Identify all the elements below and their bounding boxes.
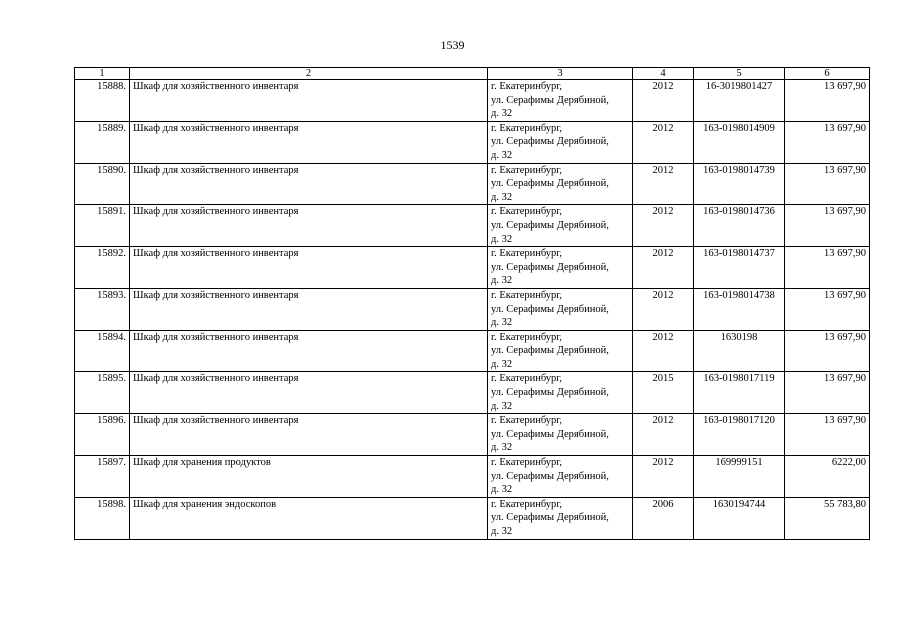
row-number: 15891. — [75, 205, 130, 247]
item-name: Шкаф для хранения продуктов — [130, 456, 488, 498]
item-year: 2012 — [633, 80, 694, 122]
address-line: д. 32 — [491, 149, 513, 161]
table-row — [75, 163, 870, 205]
item-name: Шкаф для хранения эндоскопов — [130, 497, 488, 539]
row-number: 15895. — [75, 372, 130, 414]
inventory-number: 163-0198017119 — [694, 372, 785, 414]
table-row — [75, 288, 870, 330]
address-line: г. Екатеринбург, — [491, 81, 563, 92]
item-address — [488, 247, 633, 289]
row-number: 15897. — [75, 456, 130, 498]
item-year: 2015 — [633, 372, 694, 414]
address-line: г. Екатеринбург, — [491, 457, 563, 469]
address-line: ул. Серафимы Дерябиной, — [491, 303, 609, 315]
address-line: ул. Серафимы Дерябиной, — [491, 136, 609, 148]
table-row — [75, 497, 870, 539]
inventory-number: 163-0198017120 — [694, 414, 785, 456]
address-line: д. 32 — [491, 358, 513, 370]
inventory-number: 163-0198014736 — [694, 205, 785, 247]
item-cost: 55 783,80 — [785, 497, 870, 539]
item-cost: 13 697,90 — [785, 163, 870, 205]
table-row — [75, 330, 870, 372]
item-name: Шкаф для хозяйственного инвентаря — [130, 414, 488, 456]
table-row — [75, 456, 870, 498]
item-year: 2012 — [633, 205, 694, 247]
address-line: ул. Серафимы Дерябиной, — [491, 178, 609, 190]
address-line: г. Екатеринбург, — [491, 206, 563, 218]
inventory-number: 163-0198014738 — [694, 288, 785, 330]
address-line: д. 32 — [491, 400, 513, 412]
item-address — [488, 288, 633, 330]
address-line: д. 32 — [491, 484, 513, 496]
address-line: ул. Серафимы Дерябиной, — [491, 428, 609, 440]
inventory-number: 169999151 — [694, 456, 785, 498]
item-address — [488, 121, 633, 163]
item-address — [488, 80, 633, 122]
inventory-number: 163-0198014909 — [694, 121, 785, 163]
table-body — [75, 80, 870, 540]
item-address — [488, 163, 633, 205]
row-number: 15888. — [75, 80, 130, 122]
item-cost: 13 697,90 — [785, 80, 870, 122]
row-number: 15893. — [75, 288, 130, 330]
item-cost: 13 697,90 — [785, 414, 870, 456]
inventory-number: 1630194744 — [694, 497, 785, 539]
address-line: ул. Серафимы Дерябиной, — [491, 470, 609, 482]
address-line: д. 32 — [491, 442, 513, 454]
item-name: Шкаф для хозяйственного инвентаря — [130, 163, 488, 205]
address-line: г. Екатеринбург, — [491, 331, 563, 343]
item-year: 2012 — [633, 163, 694, 205]
item-name: Шкаф для хозяйственного инвентаря — [130, 121, 488, 163]
address-line: г. Екатеринбург, — [491, 122, 563, 134]
item-address — [488, 456, 633, 498]
item-year: 2012 — [633, 414, 694, 456]
table-header-row — [75, 68, 870, 80]
address-line: ул. Серафимы Дерябиной, — [491, 94, 609, 106]
item-cost: 13 697,90 — [785, 247, 870, 289]
row-number: 15892. — [75, 247, 130, 289]
item-year: 2012 — [633, 288, 694, 330]
inventory-number: 163-0198014739 — [694, 163, 785, 205]
item-year: 2012 — [633, 330, 694, 372]
item-name: Шкаф для хозяйственного инвентаря — [130, 288, 488, 330]
address-line: д. 32 — [491, 233, 513, 245]
table-row — [75, 205, 870, 247]
address-line: г. Екатеринбург, — [491, 248, 563, 260]
address-line: г. Екатеринбург, — [491, 164, 563, 176]
column-header-3: 3 — [488, 68, 633, 80]
address-line: д. 32 — [491, 108, 513, 120]
item-address — [488, 497, 633, 539]
item-cost: 13 697,90 — [785, 288, 870, 330]
address-line: ул. Серафимы Дерябиной, — [491, 512, 609, 524]
item-address — [488, 414, 633, 456]
item-name: Шкаф для хозяйственного инвентаря — [130, 80, 488, 122]
table-row — [75, 372, 870, 414]
address-line: г. Екатеринбург, — [491, 498, 563, 510]
table-row — [75, 247, 870, 289]
column-header-4: 4 — [633, 68, 694, 80]
item-cost: 13 697,90 — [785, 205, 870, 247]
column-header-6: 6 — [785, 68, 870, 80]
item-address — [488, 330, 633, 372]
address-line: ул. Серафимы Дерябиной, — [491, 219, 609, 231]
item-name: Шкаф для хозяйственного инвентаря — [130, 372, 488, 414]
page-number: 1539 — [440, 38, 465, 52]
item-cost: 13 697,90 — [785, 372, 870, 414]
address-line: д. 32 — [491, 526, 513, 537]
row-number: 15889. — [75, 121, 130, 163]
item-name: Шкаф для хозяйственного инвентаря — [130, 205, 488, 247]
inventory-number: 1630198 — [694, 330, 785, 372]
address-line: ул. Серафимы Дерябиной, — [491, 345, 609, 357]
address-line: ул. Серафимы Дерябиной, — [491, 387, 609, 399]
item-cost: 6222,00 — [785, 456, 870, 498]
column-header-2: 2 — [130, 68, 488, 80]
item-year: 2012 — [633, 456, 694, 498]
inventory-number: 16-3019801427 — [694, 80, 785, 122]
item-cost: 13 697,90 — [785, 330, 870, 372]
address-line: ул. Серафимы Дерябиной, — [491, 261, 609, 273]
row-number: 15896. — [75, 414, 130, 456]
address-line: д. 32 — [491, 275, 513, 287]
table-row — [75, 414, 870, 456]
item-year: 2012 — [633, 121, 694, 163]
row-number: 15890. — [75, 163, 130, 205]
address-line: д. 32 — [491, 317, 513, 329]
item-name: Шкаф для хозяйственного инвентаря — [130, 330, 488, 372]
address-line: г. Екатеринбург, — [491, 415, 563, 427]
property-registry-table — [74, 67, 870, 540]
item-year: 2012 — [633, 247, 694, 289]
row-number: 15894. — [75, 330, 130, 372]
inventory-number: 163-0198014737 — [694, 247, 785, 289]
item-cost: 13 697,90 — [785, 121, 870, 163]
table-row — [75, 80, 870, 122]
address-line: д. 32 — [491, 191, 513, 203]
address-line: г. Екатеринбург, — [491, 373, 563, 385]
row-number: 15898. — [75, 497, 130, 539]
item-address — [488, 372, 633, 414]
column-header-1: 1 — [75, 68, 130, 80]
item-address — [488, 205, 633, 247]
column-header-5: 5 — [694, 68, 785, 80]
address-line: г. Екатеринбург, — [491, 289, 563, 301]
table-row — [75, 121, 870, 163]
item-name: Шкаф для хозяйственного инвентаря — [130, 247, 488, 289]
item-year: 2006 — [633, 497, 694, 539]
